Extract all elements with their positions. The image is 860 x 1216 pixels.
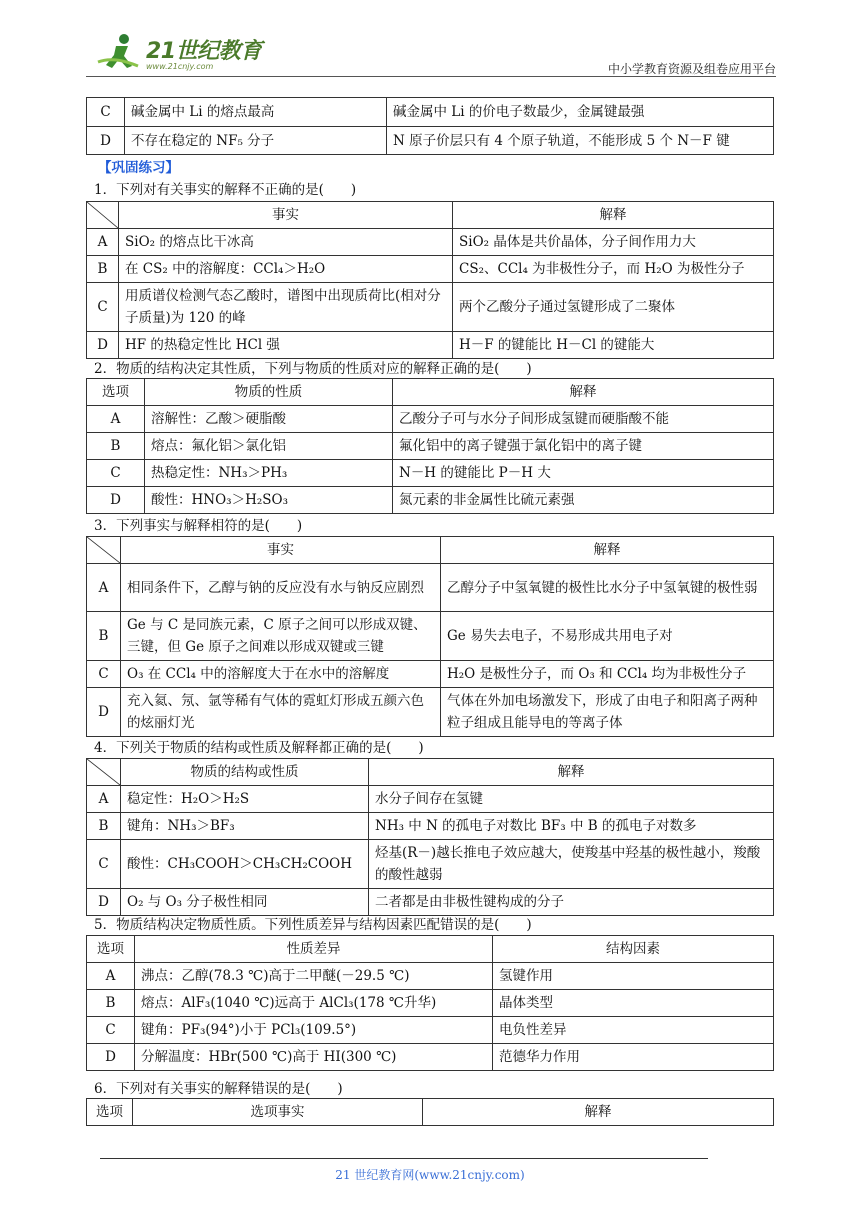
column-header-fact: 事实 [119, 202, 453, 229]
page-header [86, 26, 776, 78]
table-row [87, 406, 774, 433]
option-cell: D [87, 332, 119, 359]
option-cell: C [87, 283, 119, 332]
fact-cell: 在 CS₂ 中的溶解度：CCl₄＞H₂O [119, 256, 453, 283]
column-header-explanation: 解释 [369, 759, 774, 786]
structural-factor-cell: 电负性差异 [493, 1017, 774, 1044]
column-header-structural-factor: 结构因素 [493, 936, 774, 963]
structure-cell: 稳定性：H₂O＞H₂S [121, 786, 369, 813]
table-header-row [87, 759, 774, 786]
explanation-cell: 水分子间存在氢键 [369, 786, 774, 813]
explanation-cell: N－H 的键能比 P－H 大 [393, 460, 774, 487]
option-cell: C [87, 840, 121, 889]
diagonal-header-cell [87, 537, 121, 564]
table-row [87, 1017, 774, 1044]
fact-cell: HF 的热稳定性比 HCl 强 [119, 332, 453, 359]
table-row [87, 283, 774, 332]
table-row [87, 661, 774, 688]
column-header-option: 选项 [87, 936, 135, 963]
question-5-table [86, 935, 774, 1071]
explanation-cell: 两个乙酸分子通过氢键形成了二聚体 [453, 283, 774, 332]
structural-factor-cell: 氢键作用 [493, 963, 774, 990]
question-6-stem: 6．下列对有关事实的解释错误的是( ) [94, 1081, 343, 1097]
property-cell: 熔点：氟化铝＞氯化铝 [145, 433, 393, 460]
explanation-cell: SiO₂ 晶体是共价晶体，分子间作用力大 [453, 229, 774, 256]
question-2-stem: 2．物质的结构决定其性质，下列与物质的性质对应的解释正确的是( ) [94, 361, 532, 377]
property-cell: 溶解性：乙酸＞硬脂酸 [145, 406, 393, 433]
option-cell: B [87, 612, 121, 661]
question-2-table [86, 378, 774, 514]
fact-cell: 不存在稳定的 NF₅ 分子 [125, 127, 387, 155]
explanation-cell: 烃基(R－)越长推电子效应越大，使羧基中羟基的极性越小，羧酸的酸性越弱 [369, 840, 774, 889]
table-row [87, 127, 774, 155]
explanation-cell: 碱金属中 Li 的价电子数最少，金属键最强 [387, 98, 774, 127]
logo-url: www.21cnjy.com [146, 62, 214, 71]
column-header-fact: 选项事实 [133, 1099, 423, 1126]
explanation-cell: CS₂、CCl₄ 为非极性分子，而 H₂O 为极性分子 [453, 256, 774, 283]
option-cell: A [87, 786, 121, 813]
diagonal-header-cell [87, 202, 119, 229]
question-4-stem: 4．下列关于物质的结构或性质及解释都正确的是( ) [94, 740, 424, 756]
option-cell: C [87, 460, 145, 487]
option-cell: C [87, 1017, 135, 1044]
table-row [87, 256, 774, 283]
column-header-property: 物质的性质 [145, 379, 393, 406]
table-header-row [87, 202, 774, 229]
property-cell: 酸性：HNO₃＞H₂SO₃ [145, 487, 393, 514]
structure-cell: O₂ 与 O₃ 分子极性相同 [121, 889, 369, 916]
structure-cell: 酸性：CH₃COOH＞CH₃CH₂COOH [121, 840, 369, 889]
table-row [87, 840, 774, 889]
column-header-option: 选项 [87, 1099, 133, 1126]
explanation-cell: H₂O 是极性分子，而 O₃ 和 CCl₄ 均为非极性分子 [441, 661, 774, 688]
option-cell: A [87, 963, 135, 990]
explanation-cell: Ge 易失去电子，不易形成共用电子对 [441, 612, 774, 661]
option-cell: D [87, 688, 121, 737]
section-title: 【巩固练习】 [98, 160, 179, 176]
option-cell: A [87, 229, 119, 256]
option-cell: D [87, 487, 145, 514]
diagonal-header-cell [87, 759, 121, 786]
table-row [87, 813, 774, 840]
table-row [87, 1044, 774, 1071]
property-difference-cell: 沸点：乙醇(78.3 ℃)高于二甲醚(－29.5 ℃) [135, 963, 493, 990]
question-1-table [86, 201, 774, 359]
structural-factor-cell: 范德华力作用 [493, 1044, 774, 1071]
fact-cell: 用质谱仪检测气态乙酸时，谱图中出现质荷比(相对分子质量)为 120 的峰 [119, 283, 453, 332]
table-previous-continued [86, 97, 774, 155]
property-difference-cell: 熔点：AlF₃(1040 ℃)远高于 AlCl₃(178 ℃升华) [135, 990, 493, 1017]
column-header-explanation: 解释 [423, 1099, 774, 1126]
option-cell: C [87, 661, 121, 688]
fact-cell: 碱金属中 Li 的熔点最高 [125, 98, 387, 127]
explanation-cell: H－F 的键能比 H－Cl 的键能大 [453, 332, 774, 359]
fact-cell: Ge 与 C 是同族元素，C 原子之间可以形成双键、三键，但 Ge 原子之间难以形成双键或三键 [121, 612, 441, 661]
table-row [87, 786, 774, 813]
question-1-stem: 1．下列对有关事实的解释不正确的是( ) [94, 182, 357, 198]
option-cell: B [87, 990, 135, 1017]
explanation-cell: 气体在外加电场激发下，形成了由电子和阳离子两种粒子组成且能导电的等离子体 [441, 688, 774, 737]
column-header-property-difference: 性质差异 [135, 936, 493, 963]
runner-logo-icon [94, 32, 142, 72]
property-difference-cell: 分解温度：HBr(500 ℃)高于 HI(300 ℃) [135, 1044, 493, 1071]
column-header-fact: 事实 [121, 537, 441, 564]
explanation-cell: 二者都是由非极性键构成的分子 [369, 889, 774, 916]
option-cell: D [87, 127, 125, 155]
question-5-stem: 5．物质结构决定物质性质。下列性质差异与结构因素匹配错误的是( ) [94, 917, 532, 933]
question-3-table [86, 536, 774, 737]
explanation-cell: 乙醇分子中氢氧键的极性比水分子中氢氧键的极性弱 [441, 564, 774, 612]
table-row [87, 564, 774, 612]
table-header-row [87, 537, 774, 564]
table-row [87, 487, 774, 514]
fact-cell: 相同条件下，乙醇与钠的反应没有水与钠反应剧烈 [121, 564, 441, 612]
header-divider [86, 76, 776, 77]
table-row [87, 433, 774, 460]
table-row [87, 98, 774, 127]
logo-text: 21世纪教育 [146, 39, 262, 64]
question-6-table [86, 1098, 774, 1126]
property-difference-cell: 键角：PF₃(94°)小于 PCl₃(109.5°) [135, 1017, 493, 1044]
table-header-row [87, 936, 774, 963]
table-row [87, 229, 774, 256]
fact-cell: O₃ 在 CCl₄ 中的溶解度大于在水中的溶解度 [121, 661, 441, 688]
site-logo[interactable] [86, 26, 286, 76]
table-header-row [87, 379, 774, 406]
option-cell: D [87, 1044, 135, 1071]
fact-cell: 充入氦、氖、氩等稀有气体的霓虹灯形成五颜六色的炫丽灯光 [121, 688, 441, 737]
fact-cell: SiO₂ 的熔点比干冰高 [119, 229, 453, 256]
explanation-cell: 氮元素的非金属性比硫元素强 [393, 487, 774, 514]
column-header-structure: 物质的结构或性质 [121, 759, 369, 786]
table-row [87, 332, 774, 359]
column-header-explanation: 解释 [393, 379, 774, 406]
header-tagline: 中小学教育资源及组卷应用平台 [607, 62, 776, 76]
option-cell: A [87, 406, 145, 433]
option-cell: B [87, 813, 121, 840]
option-cell: C [87, 98, 125, 127]
option-cell: B [87, 256, 119, 283]
explanation-cell: 乙酸分子可与水分子间形成氢键而硬脂酸不能 [393, 406, 774, 433]
footer-link[interactable]: 21 世纪教育网(www.21cnjy.com) [335, 1168, 525, 1182]
explanation-cell: N 原子价层只有 4 个原子轨道，不能形成 5 个 N－F 键 [387, 127, 774, 155]
option-cell: A [87, 564, 121, 612]
table-row [87, 990, 774, 1017]
table-row [87, 889, 774, 916]
column-header-option: 选项 [87, 379, 145, 406]
explanation-cell: 氟化铝中的离子键强于氯化铝中的离子键 [393, 433, 774, 460]
option-cell: D [87, 889, 121, 916]
column-header-explanation: 解释 [453, 202, 774, 229]
question-3-stem: 3．下列事实与解释相符的是( ) [94, 518, 303, 534]
table-header-row [87, 1099, 774, 1126]
property-cell: 热稳定性：NH₃＞PH₃ [145, 460, 393, 487]
structural-factor-cell: 晶体类型 [493, 990, 774, 1017]
column-header-explanation: 解释 [441, 537, 774, 564]
table-row [87, 688, 774, 737]
structure-cell: 键角：NH₃＞BF₃ [121, 813, 369, 840]
footer-divider [100, 1158, 708, 1159]
option-cell: B [87, 433, 145, 460]
question-4-table [86, 758, 774, 916]
table-row [87, 460, 774, 487]
table-row [87, 963, 774, 990]
explanation-cell: NH₃ 中 N 的孤电子对数比 BF₃ 中 B 的孤电子对数多 [369, 813, 774, 840]
table-row [87, 612, 774, 661]
